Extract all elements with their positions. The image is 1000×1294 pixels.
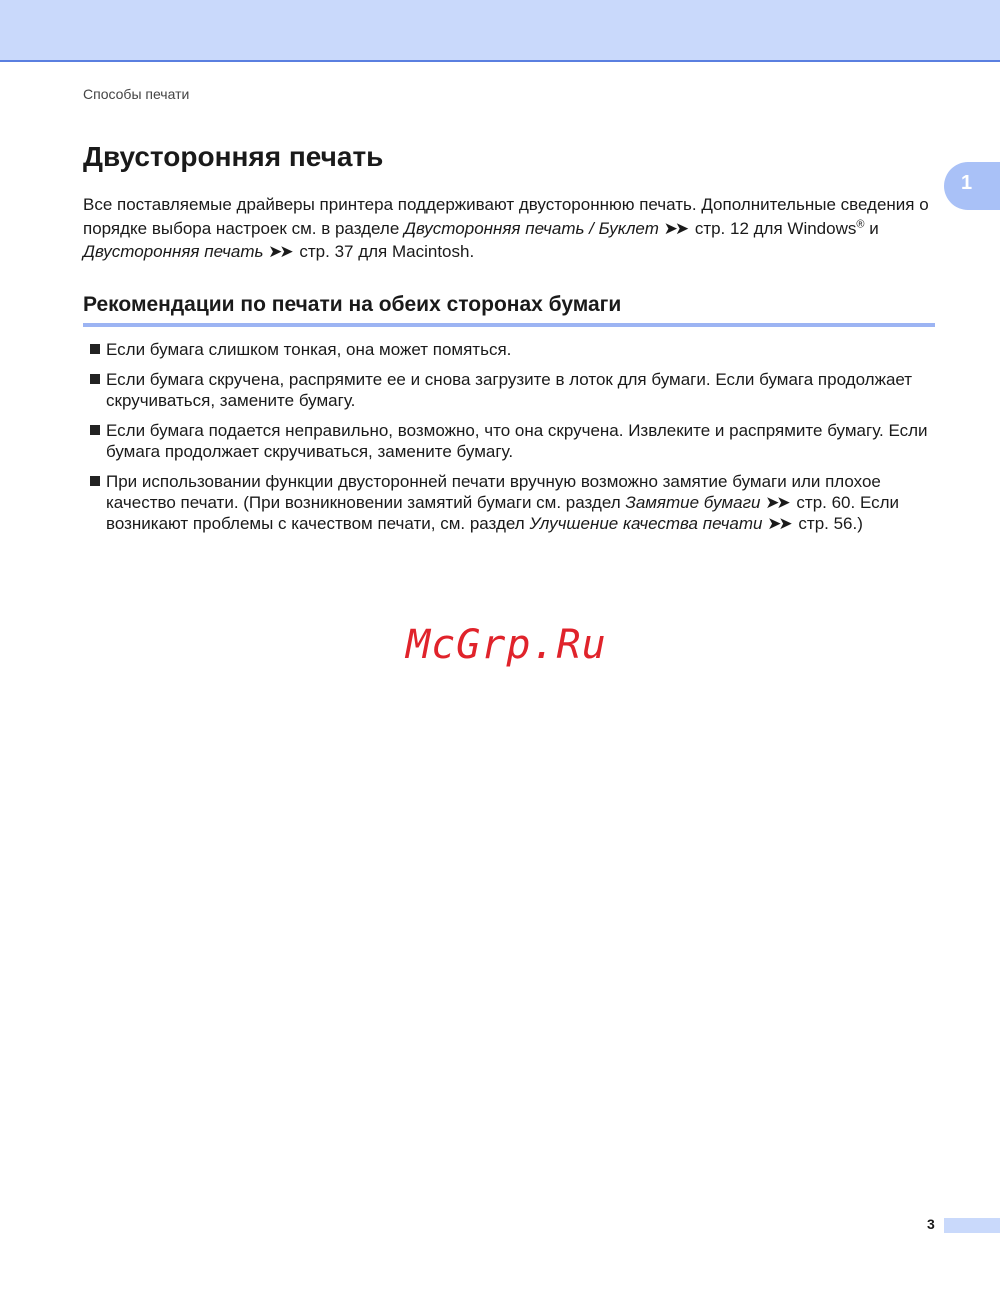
arrow-icon: ➤➤ xyxy=(663,218,687,238)
intro-paragraph xyxy=(83,193,943,264)
list-item-text: Если бумага подается неправильно, возможно, что она скручена. Извлеките и распрямите бумагу. Если бумага продолжает скручиваться, замените бумагу. xyxy=(106,421,928,461)
breadcrumb: Способы печати xyxy=(83,86,190,102)
list-item xyxy=(90,369,940,411)
arrow-icon: ➤➤ xyxy=(767,514,790,533)
intro-text: Все поставляемые драйверы принтера поддерживают двустороннюю печать. Дополнительные сведения о порядке выбора настроек см. в разделе xyxy=(83,195,929,238)
list-item-text: Если бумага скручена, распрямите ее и снова загрузите в лоток для бумаги. Если бумага продолжает скручиваться, замените бумагу. xyxy=(106,370,913,410)
section-title: Рекомендации по печати на обеих сторонах бумаги xyxy=(83,293,622,316)
section-divider xyxy=(83,323,935,327)
bullet-square-icon xyxy=(90,476,100,486)
page-number: 3 xyxy=(927,1216,935,1232)
header-band xyxy=(0,0,1000,62)
tips-list xyxy=(90,339,940,543)
list-item-text: Если бумага слишком тонкая, она может помяться. xyxy=(106,340,512,359)
intro-link-booklet[interactable]: Двусторонняя печать / Буклет xyxy=(404,218,659,238)
intro-text: стр. 37 для Macintosh. xyxy=(294,242,475,261)
intro-link-duplex[interactable]: Двусторонняя печать xyxy=(83,242,264,261)
intro-text: стр. 12 для Windows xyxy=(690,218,857,238)
watermark: McGrp.Ru xyxy=(406,622,607,668)
chapter-number: 1 xyxy=(961,172,973,194)
bullet-square-icon xyxy=(90,344,100,354)
link-print-quality[interactable]: Улучшение качества печати xyxy=(529,514,763,533)
list-item-text: При использовании функции двусторонней печати вручную возможно замятие бумаги или плохое качество печати. (При возникновении замятий бумаги см. раздел xyxy=(106,472,881,512)
list-item-text: стр. 56.) xyxy=(793,514,863,533)
list-item xyxy=(90,420,940,462)
arrow-icon: ➤➤ xyxy=(268,242,291,261)
list-item xyxy=(90,339,940,360)
arrow-icon: ➤➤ xyxy=(765,493,788,512)
link-paper-jam[interactable]: Замятие бумаги xyxy=(625,493,761,512)
bullet-square-icon xyxy=(90,374,100,384)
list-item xyxy=(90,471,940,534)
list-item-text: стр. 60. Если возникают проблемы с качеством печати, см. раздел xyxy=(106,493,900,533)
registered-mark: ® xyxy=(856,217,865,230)
page-title: Двусторонняя печать xyxy=(83,141,384,172)
intro-text: и xyxy=(864,218,879,238)
bullet-square-icon xyxy=(90,425,100,435)
page-number-tab xyxy=(944,1218,1000,1233)
